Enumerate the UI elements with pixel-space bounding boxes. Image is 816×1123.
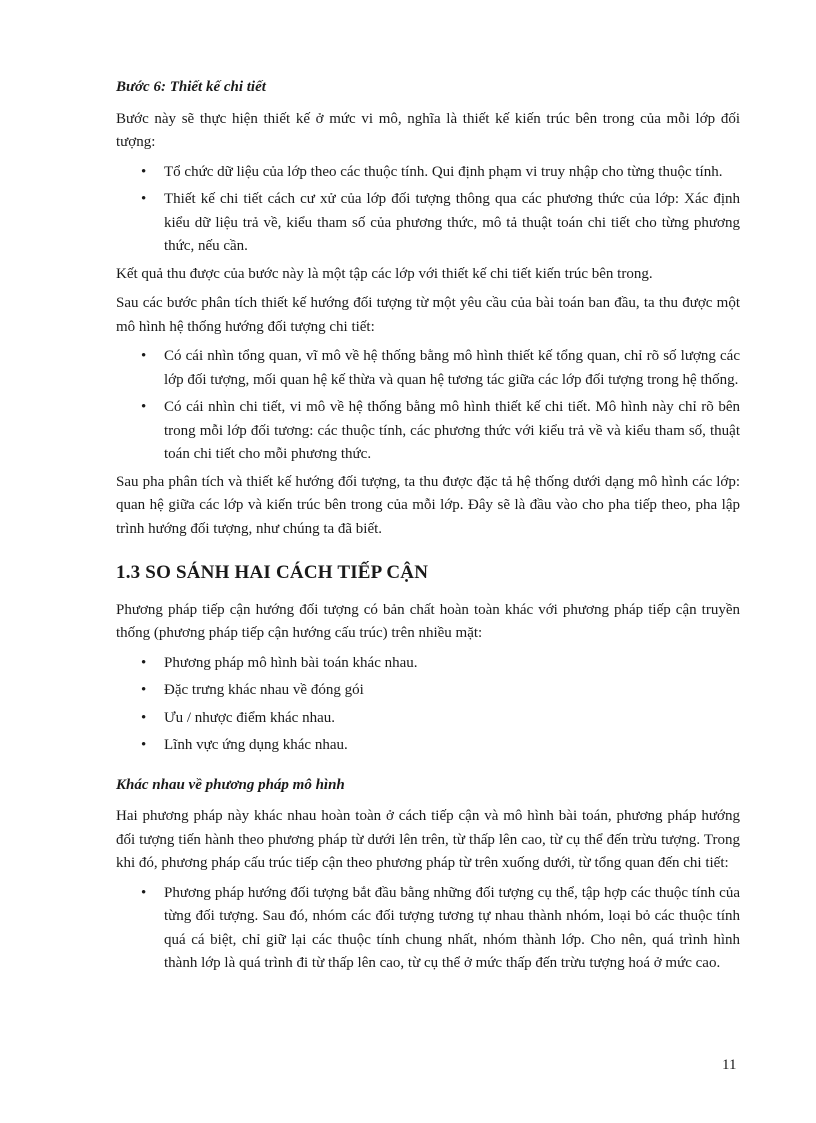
step6-intro: Bước này sẽ thực hiện thiết kế ở mức vi mô, nghĩa là thiết kế kiến trúc bên trong của mỗi lớp đối tượng: xyxy=(116,110,740,150)
step6-summary-intro: Sau các bước phân tích thiết kế hướng đối tượng từ một yêu cầu của bài toán ban đầu, ta thu được một mô hình hệ thống hướng đối tượng chi tiết: xyxy=(116,295,740,335)
list-item: • Đặc trưng khác nhau về đóng gói xyxy=(116,679,740,703)
bullet-icon: • xyxy=(141,682,147,698)
bullet-icon: • xyxy=(141,884,147,901)
step6-conclusion: Sau pha phân tích và thiết kế hướng đối tượng, ta thu được đặc tả hệ thống dưới dạng mô hình các lớp: quan hệ giữa các lớp và kiến trúc bên trong của mỗi lớp. Đây sẽ là đầu vào cho pha tiếp theo, pha lập trình hướng đối tượng, như chúng ta đã biết. xyxy=(116,473,740,537)
list-item: • Phương pháp mô hình bài toán khác nhau. xyxy=(116,652,740,676)
list-item: • Có cái nhìn tổng quan, vĩ mô về hệ thống bằng mô hình thiết kế tổng quan, chỉ rõ số lượng các lớp đối tượng, mối quan hệ kế thừa và quan hệ tương tác giữa các lớp đối tượng trong hệ thống. xyxy=(116,345,740,392)
step6-heading: Bước 6: Thiết kế chi tiết xyxy=(116,79,266,95)
list-item: • Có cái nhìn chi tiết, vi mô về hệ thống bằng mô hình thiết kế chi tiết. Mô hình này chỉ rõ bên trong mỗi lớp đối tương: các thuộc tính, các phương thức với kiểu trả về và kiểu tham số, thuật toán chi tiết cho mỗi phương thức. xyxy=(116,396,740,467)
list-item: • Lĩnh vực ứng dụng khác nhau. xyxy=(116,734,740,758)
step6-result: Kết quả thu được của bước này là một tập các lớp với thiết kế chi tiết kiến trúc bên trong. xyxy=(116,265,653,282)
section-intro: Phương pháp tiếp cận hướng đối tượng có bản chất hoàn toàn khác với phương pháp tiếp cận truyền thống (phương pháp tiếp cận hướng cấu trúc) trên nhiều mặt: xyxy=(116,601,740,641)
bullet-icon: • xyxy=(141,348,147,364)
list-item: • Thiết kế chi tiết cách cư xử của lớp đối tượng thông qua các phương thức của lớp: Xác định kiểu dữ liệu trả về, kiểu tham số của phương thức, mô tả thuật toán chi tiết cho từng phương thức, nếu cần. xyxy=(116,188,740,259)
bullet-icon: • xyxy=(141,163,147,180)
modeling-bullet-list xyxy=(116,882,740,976)
list-item: • Tổ chức dữ liệu của lớp theo các thuộc tính. Qui định phạm vi truy nhập cho từng thuộc tính. xyxy=(116,161,740,185)
bullet-icon: • xyxy=(141,399,147,415)
modeling-heading: Khác nhau về phương pháp mô hình xyxy=(116,776,345,793)
step6-summary-list xyxy=(116,345,740,467)
bullet-icon: • xyxy=(141,737,147,753)
page-content xyxy=(116,76,740,980)
bullet-icon: • xyxy=(141,709,147,726)
section-bullet-list xyxy=(116,652,740,758)
list-item: • Ưu / nhược điểm khác nhau. xyxy=(116,707,740,731)
section-title: 1.3 SO SÁNH HAI CÁCH TIẾP CẬN xyxy=(116,562,429,583)
modeling-paragraph: Hai phương pháp này khác nhau hoàn toàn ở cách tiếp cận và mô hình bài toán, phương pháp hướng đối tượng tiến hành theo phương pháp từ dưới lên trên, từ thấp lên cao, từ cụ thể đến trừu tượng. Trong khi đó, phương pháp cấu trúc tiếp cận theo phương pháp từ trên xuống dưới, từ tổng quan đến chi tiết: xyxy=(116,808,740,871)
page-number: 11 xyxy=(722,1057,737,1073)
step6-bullet-list xyxy=(116,161,740,259)
bullet-icon: • xyxy=(141,654,147,671)
list-item: • Phương pháp hướng đối tượng bắt đầu bằng những đối tượng cụ thể, tập hợp các thuộc tính của từng đối tượng. Sau đó, nhóm các đối tượng tương tự nhau thành nhóm, loại bỏ các thuộc tính quá cá biệt, chỉ giữ lại các thuộc tính chung nhất, nhóm thành lớp. Cho nên, quá trình hình thành lớp là quá trình đi từ thấp lên cao, từ cụ thể ở mức thấp đến trừu tượng hoá ở mức cao. xyxy=(116,882,740,976)
bullet-icon: • xyxy=(141,191,147,207)
